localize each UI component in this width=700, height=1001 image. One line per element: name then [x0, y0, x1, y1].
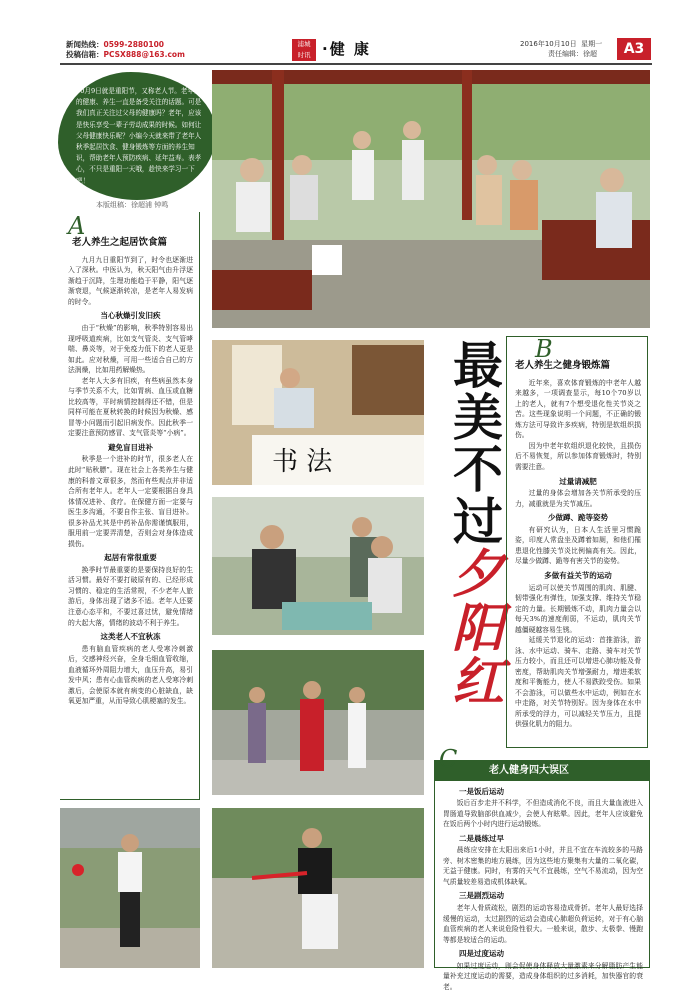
section-c-letter: C [439, 745, 458, 773]
feature-title [448, 336, 508, 714]
hotline-number: 0599-2880100 [103, 40, 165, 49]
section-b-para: 近年来，喜欢体育锻炼的中老年人越来越多，一项调查显示，每10个70岁以上的老人，就有7个想受退化性关节炎之苦。这些现象说明一个问题，不正确的锻炼方法可导致许多疾病，特别是软组织损伤。 [515, 378, 641, 440]
section-a-para: 秋季是一个进补的时节，很多老人在此时“贴秋膘”。现在社会上各类养生与健康的科普文章很多，然而有些观点并非适合所有老年人。老年人一定要根据自身具体情况进补、食疗。在保健方面一定要与医生多沟通，不要自作主张、盲目进补。很多补品尤其是中药补品你需谨慎服用，服用前一定要弄清楚，否则会对身体造成损伤。 [68, 455, 193, 548]
section-c-para: 老年人骨质疏松，剧烈的运动容易造成骨折。老年人最好选择缓慢的运动，太过剧烈的运动会造成心肺超负荷运转，对于有心脑血管疾病的老人来说危险性很大。一般来说，散步、太极拳、慢跑等都是较适合的运动。 [443, 904, 643, 944]
issue-weekday: 星期一 [581, 40, 603, 48]
section-b-para: 过量的身体会增加各关节所承受的压力，减重就是为关节减压。 [515, 489, 641, 508]
section-header [292, 38, 371, 61]
section-c-para: 饭后百步走并不科学，不但造成消化不良，而且大量血液进入胃肠道导致脑部供血减少，会使人有眩晕。因此，老年人应该避免在饭后两个小时内进行运动锻炼。 [443, 799, 643, 829]
section-a-para: 由于“秋燥”的影响，秋季特别容易出现呼吸道疾病，比如支气管炎、支气管哮喘、鼻炎等，对于免疫力低下的老人更是如此。应对秋燥，可用一些适合自己的方法润燥，比如用药解燥热。 [68, 324, 193, 375]
section-b-para: 有研究认为，日本人生活里习惯跪姿，印度人常盘坐及蹲着如厕，和他们罹患退化性膝关节炎比例偏高有关。因此，尽量少做蹲、跪等有害关节的姿势。 [515, 525, 641, 566]
header-date-info [520, 39, 602, 59]
section-a-diet [60, 212, 200, 800]
section-b-para: 因为中老年软组织退化较快，且损伤后不易恢复，所以参加体育锻炼时，特别需要注意。 [515, 441, 641, 471]
section-a-para: 患有脑血管疾病的老人受寒冷刺激后，交感神经兴奋，全身毛细血管收缩，血液循环外周阻力增大，血压升高，易引发中风；患有心血管疾病的老人受寒冷刺激后，会使原本就有病变的心脏缺血，缺氧更加严重，从而导致心肌梗塞的发生。 [68, 644, 193, 706]
section-a-subhead: 起居有常很重要 [104, 553, 157, 563]
section-c-mistakes [434, 745, 650, 991]
section-c-heading: 老人健身四大误区 [435, 761, 649, 781]
section-c-para: 晨练应安排在太阳出来后1小时，并且不宜在车流较多的马路旁、树木密集的地方晨练，因为这些地方聚集有大量的二氧化碳，无益于健康。同时，有雾的天气不宜晨练，空气不易流动，因为空气质量较差易造成机体缺氧。 [443, 846, 643, 886]
email-label: 投稿信箱： [66, 50, 104, 60]
section-a-para: 老年人大多有旧疾，有些病虽然本身与季节关系不大，比如胃病、血压或血糖比较高等，平时病情控制得还不错，但是同样可能在夏秋转换的时候因为秋燥、感冒等小问题而引起旧病发作。因此秋季一定要注意预防感冒、支气管炎等“小病”。 [68, 376, 193, 438]
photo-calligraphy [212, 340, 424, 485]
svg-text:书 法: 书 法 [272, 447, 333, 477]
section-c-subhead: 四是过度运动 [459, 949, 504, 959]
section-b-subhead: 少做蹲、跪等姿势 [548, 513, 608, 523]
section-a-subhead: 当心秋燥引发旧疾 [100, 311, 161, 321]
header-rule [60, 63, 652, 65]
page-number: A3 [617, 38, 651, 60]
section-a-subhead: 这类老人不宜秋冻 [100, 632, 161, 642]
feature-title-line1: 最美不过 [453, 336, 503, 551]
section-b-subhead: 多做有益关节的运动 [544, 570, 612, 580]
header-contact [66, 40, 185, 60]
editor-credit: 责任编辑：徐超 [548, 50, 597, 59]
page-credit: 本版组稿：徐超浦 钟鸣 [96, 201, 169, 209]
hotline-label: 新闻热线： [66, 40, 104, 49]
section-a-para: 九月九日重阳节到了，时令也逐渐进入了深秋。中医认为，秋天阳气由升浮逐渐趋于沉降，生理功能趋于平静，阳气逐渐衰退，气候逐渐转凉，是老年人易发病的时令。 [68, 255, 193, 306]
section-a-subhead: 避免盲目进补 [108, 442, 153, 452]
photo-chess-game [212, 497, 424, 635]
email-address: PCSX888@163.com [103, 50, 185, 60]
section-b-subhead: 过量请减肥 [559, 476, 597, 486]
section-b-para: 延缓关节退化的运动：首推游泳，游泳、水中运动、骑车、走路、骑车对关节压力较小，而且还可以增进心肺功能及骨密度，帮助肌肉关节增强耐力，增进柔软度和平衡能力，使人不易跌跤受伤。如果不会游泳，可以做些水中运动，例如在水中走路，对关节特别好。因为身体在水中所承受的浮力，可以减轻关节压力，且提供强化肌力的阻力。 [515, 636, 641, 729]
photo-fan-dance [212, 650, 424, 795]
section-c-para: 如果过度运动，则会促使身体释放大量激素来分解脂肪产生能量补充过度运动的需要，造成身体组织的过多消耗，加快器官的衰老。 [443, 961, 643, 991]
section-b-letter: B [535, 335, 553, 363]
section-b-para: 运动可以使关节周围的肌肉、肌腱、韧带强化有弹性，加强支撑、维持关节稳定的力量。长期锻炼不动，肌肉力量会以每天3%的速度削弱，不运动，肌肉关节越僵硬越容易生锈。 [515, 583, 641, 634]
photo-ribbon-exercise [60, 808, 200, 968]
section-b-exercise [506, 336, 648, 748]
section-a-para: 换季时节最重要的是要保持良好的生活习惯。最好不要打破原有的、已经形成习惯的、稳定的生活常规，不少老年人旅游后，身体出现了诸多不适。老年人还要注意心态平和，不要过喜过忧，避免情绪的大起大落，情绪的波动不利于养生。 [68, 565, 193, 627]
photo-pavilion-musicians [212, 70, 650, 328]
section-title: ·健 康 [322, 40, 371, 58]
section-b-heading: 老人养生之健身锻炼篇 [515, 360, 611, 371]
section-c-subhead: 二是晨练过早 [459, 833, 504, 843]
section-c-subhead: 一是饭后运动 [459, 786, 504, 796]
issue-date: 2016年10月10日 [520, 40, 577, 48]
section-a-letter: A [68, 212, 86, 240]
feature-title-line2: 夕阳红 [451, 544, 504, 714]
photo-sword-exercise [212, 808, 424, 968]
section-c-subhead: 三是剧烈运动 [459, 891, 504, 901]
section-badge: 浦城 时讯 [292, 39, 316, 61]
section-a-heading: 老人养生之起居饮食篇 [72, 237, 168, 248]
intro-blurb: 10月9日就是重阳节，又称老人节。老年人的健康、养生一直是备受关注的话题。可是我们真正关注过父母的健康吗？老年，应该是快乐享受一辈子劳动成果的时候。如何让父母健康快乐呢？小编今天就来带了老年人秋季起居饮食、健身锻炼等方面的养生知识，帮助老年人预防疾病、延年益寿。表孝心，不只是重阳一天哦，趁快来学习一下吧！ [58, 72, 216, 200]
